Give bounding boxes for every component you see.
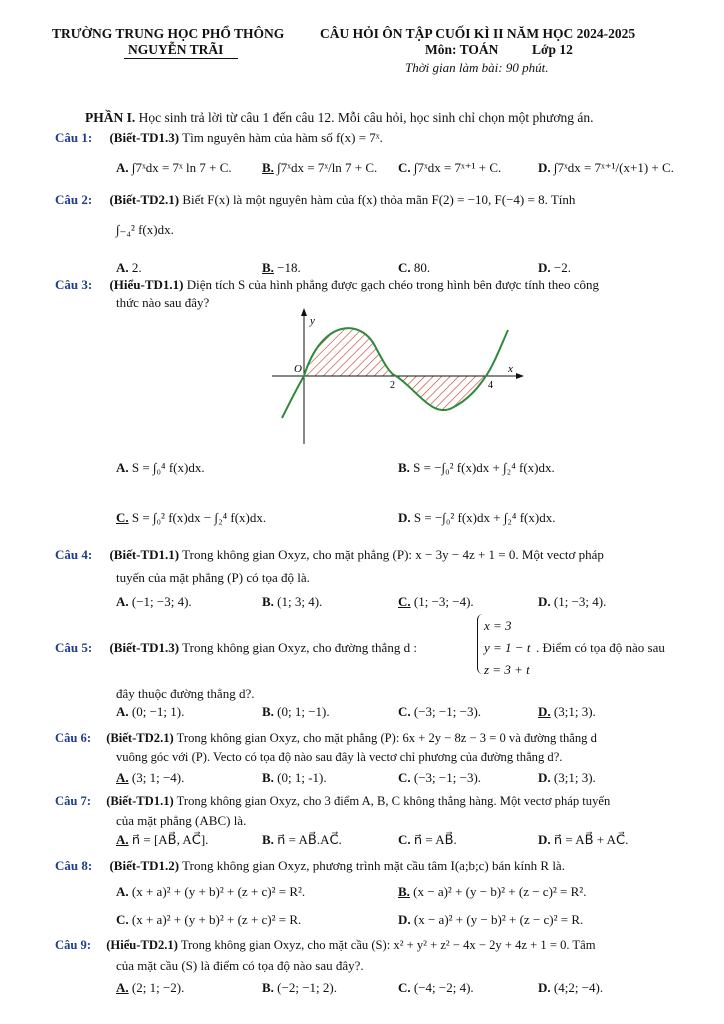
- q7-option-d[interactable]: D. n⃗ = AB⃗ + AC⃗.: [538, 832, 629, 847]
- q5-text-after: . Điểm có tọa độ nào sau: [536, 640, 665, 655]
- question-2: Câu 2: (Biết-TD2.1) Biết F(x) là một nguyên hàm của f(x) thỏa mãn F(2) = −10, F(−4) = 8. Tính: [55, 192, 576, 207]
- school-name-line2: NGUYỄN TRÃI: [128, 42, 224, 57]
- question-text: Tìm nguyên hàm của hàm số f(x) = 7ˣ.: [182, 130, 383, 145]
- q5-text2: đây thuộc đường thẳng d?.: [116, 686, 255, 701]
- q5-option-a[interactable]: A. (0; −1; 1).: [116, 704, 185, 719]
- system-eq-2: y = 1 − t: [484, 640, 531, 655]
- q6-text2: vuông góc với (P). Vecto có tọa độ nào sau đây là vectơ chỉ phương của đường thẳng d?.: [116, 750, 563, 764]
- q5-option-b[interactable]: B. (0; 1; −1).: [262, 704, 330, 719]
- exam-duration: Thời gian làm bài: 90 phút.: [405, 60, 549, 75]
- system-eq-1: x = 3: [484, 618, 512, 633]
- part1-instruction: Học sinh trả lời từ câu 1 đến câu 12. Mỗi câu hỏi, học sinh chỉ chọn một phương án.: [138, 110, 594, 125]
- q9-option-d[interactable]: D. (4;2; −4).: [538, 980, 604, 995]
- q9-text2: của mặt cầu (S) là điểm có tọa độ nào sau đây?.: [116, 958, 364, 973]
- q1-option-d[interactable]: D. ∫7ˣdx = 7ˣ⁺¹/(x+1) + C.: [538, 160, 674, 175]
- q3-option-a[interactable]: A. S = ∫₀⁴ f(x)dx.: [116, 460, 205, 475]
- q2-integral: ∫₋₄² f(x)dx.: [116, 222, 174, 237]
- school-name-line1: TRƯỜNG TRUNG HỌC PHỔ THÔNG: [52, 26, 285, 41]
- q8-option-c[interactable]: C. (x + a)² + (y + b)² + (z + c)² = R.: [116, 912, 302, 927]
- system-eq-3: z = 3 + t: [484, 662, 530, 677]
- q9-option-c[interactable]: C. (−4; −2; 4).: [398, 980, 474, 995]
- origin-label: O: [294, 363, 302, 375]
- question-8: Câu 8: (Biết-TD1.2) Trong không gian Oxyz, phương trình mặt cầu tâm I(a;b;c) bán kính R là.: [55, 858, 565, 873]
- q2-option-d[interactable]: D. −2.: [538, 260, 571, 275]
- q6-option-d[interactable]: D. (3;1; 3).: [538, 770, 596, 785]
- q8-option-a[interactable]: A. (x + a)² + (y + b)² + (z + c)² = R².: [116, 884, 306, 899]
- question-label: Câu 1:: [55, 130, 93, 145]
- question-3: Câu 3: (Hiểu-TD1.1) Diện tích S của hình phẳng được gạch chéo trong hình bên được tính theo công: [55, 277, 600, 292]
- q4-option-c[interactable]: C. (1; −3; −4).: [398, 594, 474, 609]
- question-4: Câu 4: (Biết-TD1.1) Trong không gian Oxyz, cho mặt phẳng (P): x − 3y − 4z + 1 = 0. Một vectơ pháp: [55, 547, 604, 562]
- hatched-region-positive: [304, 328, 396, 376]
- q7-text2: của mặt phẳng (ABC) là.: [116, 813, 247, 828]
- q6-option-c[interactable]: C. (−3; −1; −3).: [398, 770, 482, 785]
- q1-option-b[interactable]: B. ∫7ˣdx = 7ˣ/ln 7 + C.: [262, 160, 378, 175]
- question-9: Câu 9: (Hiểu-TD2.1) Trong không gian Oxyz, cho mặt cầu (S): x² + y² + z² − 4x − 2y + 4z + 1 = 0. Tâm: [55, 938, 596, 952]
- tick-2-label: 2: [390, 380, 395, 391]
- q9-option-a[interactable]: A. (2; 1; −2).: [116, 980, 185, 995]
- q3-text2: thức nào sau đây?: [116, 295, 210, 310]
- q7-option-b[interactable]: B. n⃗ = AB⃗.AC⃗.: [262, 832, 342, 847]
- question-5: Câu 5: (Biết-TD1.3) Trong không gian Oxyz, cho đường thẳng d :: [55, 640, 417, 655]
- school-underline: [124, 58, 238, 59]
- part1-header: [85, 110, 593, 126]
- q2-option-a[interactable]: A. 2.: [116, 260, 142, 275]
- y-label: y: [310, 315, 315, 327]
- exam-grade: Lớp 12: [532, 42, 573, 57]
- q4-option-a[interactable]: A. (−1; −3; 4).: [116, 594, 192, 609]
- q1-option-c[interactable]: C. ∫7ˣdx = 7ˣ⁺¹ + C.: [398, 160, 502, 175]
- q5-option-c[interactable]: C. (−3; −1; −3).: [398, 704, 482, 719]
- x-label: x: [508, 363, 513, 375]
- q3-option-d[interactable]: D. S = −∫₀² f(x)dx + ∫₂⁴ f(x)dx.: [398, 510, 556, 525]
- q7-option-a[interactable]: A. n⃗ = [AB⃗, AC⃗].: [116, 832, 209, 847]
- q4-text2: tuyến của mặt phẳng (P) có tọa độ là.: [116, 570, 310, 585]
- x-axis-arrow: [516, 373, 524, 379]
- q5-option-d[interactable]: D. (3;1; 3).: [538, 704, 596, 719]
- question-level: (Biết-TD1.3): [109, 130, 180, 145]
- question-6: Câu 6: (Biết-TD2.1) Trong không gian Oxyz, cho mặt phẳng (P): 6x + 2y − 8z − 3 = 0 và đường thẳng d: [55, 731, 597, 745]
- part1-title: PHẦN I.: [85, 110, 136, 125]
- system-brace: [477, 614, 484, 674]
- q8-option-d[interactable]: D. (x − a)² + (y − b)² + (z − c)² = R.: [398, 912, 584, 927]
- q3-option-c[interactable]: C. S = ∫₀² f(x)dx − ∫₂⁴ f(x)dx.: [116, 510, 267, 525]
- exam-subject: Môn: TOÁN: [425, 42, 499, 57]
- q2-option-b[interactable]: B. −18.: [262, 260, 301, 275]
- q6-option-a[interactable]: A. (3; 1; −4).: [116, 770, 185, 785]
- q1-option-a[interactable]: A. ∫7ˣdx = 7ˣ ln 7 + C.: [116, 160, 232, 175]
- q7-option-c[interactable]: C. n⃗ = AB⃗.: [398, 832, 457, 847]
- question-7: Câu 7: (Biết-TD1.1) Trong không gian Oxyz, cho 3 điểm A, B, C không thẳng hàng. Một vectơ pháp tuyến: [55, 794, 611, 808]
- q3-option-b[interactable]: B. S = −∫₀² f(x)dx + ∫₂⁴ f(x)dx.: [398, 460, 555, 475]
- q2-option-c[interactable]: C. 80.: [398, 260, 431, 275]
- q9-option-b[interactable]: B. (−2; −1; 2).: [262, 980, 337, 995]
- q8-option-b[interactable]: B. (x − a)² + (y − b)² + (z − c)² = R².: [398, 884, 587, 899]
- tick-4-label: 4: [488, 380, 493, 391]
- q4-option-b[interactable]: B. (1; 3; 4).: [262, 594, 323, 609]
- q6-option-b[interactable]: B. (0; 1; -1).: [262, 770, 327, 785]
- exam-title: CÂU HỎI ÔN TẬP CUỐI KÌ II NĂM HỌC 2024-2025: [320, 26, 636, 41]
- y-axis-arrow: [301, 308, 307, 316]
- question-1: [55, 130, 383, 146]
- q4-option-d[interactable]: D. (1; −3; 4).: [538, 594, 607, 609]
- q3-graph: [272, 308, 524, 444]
